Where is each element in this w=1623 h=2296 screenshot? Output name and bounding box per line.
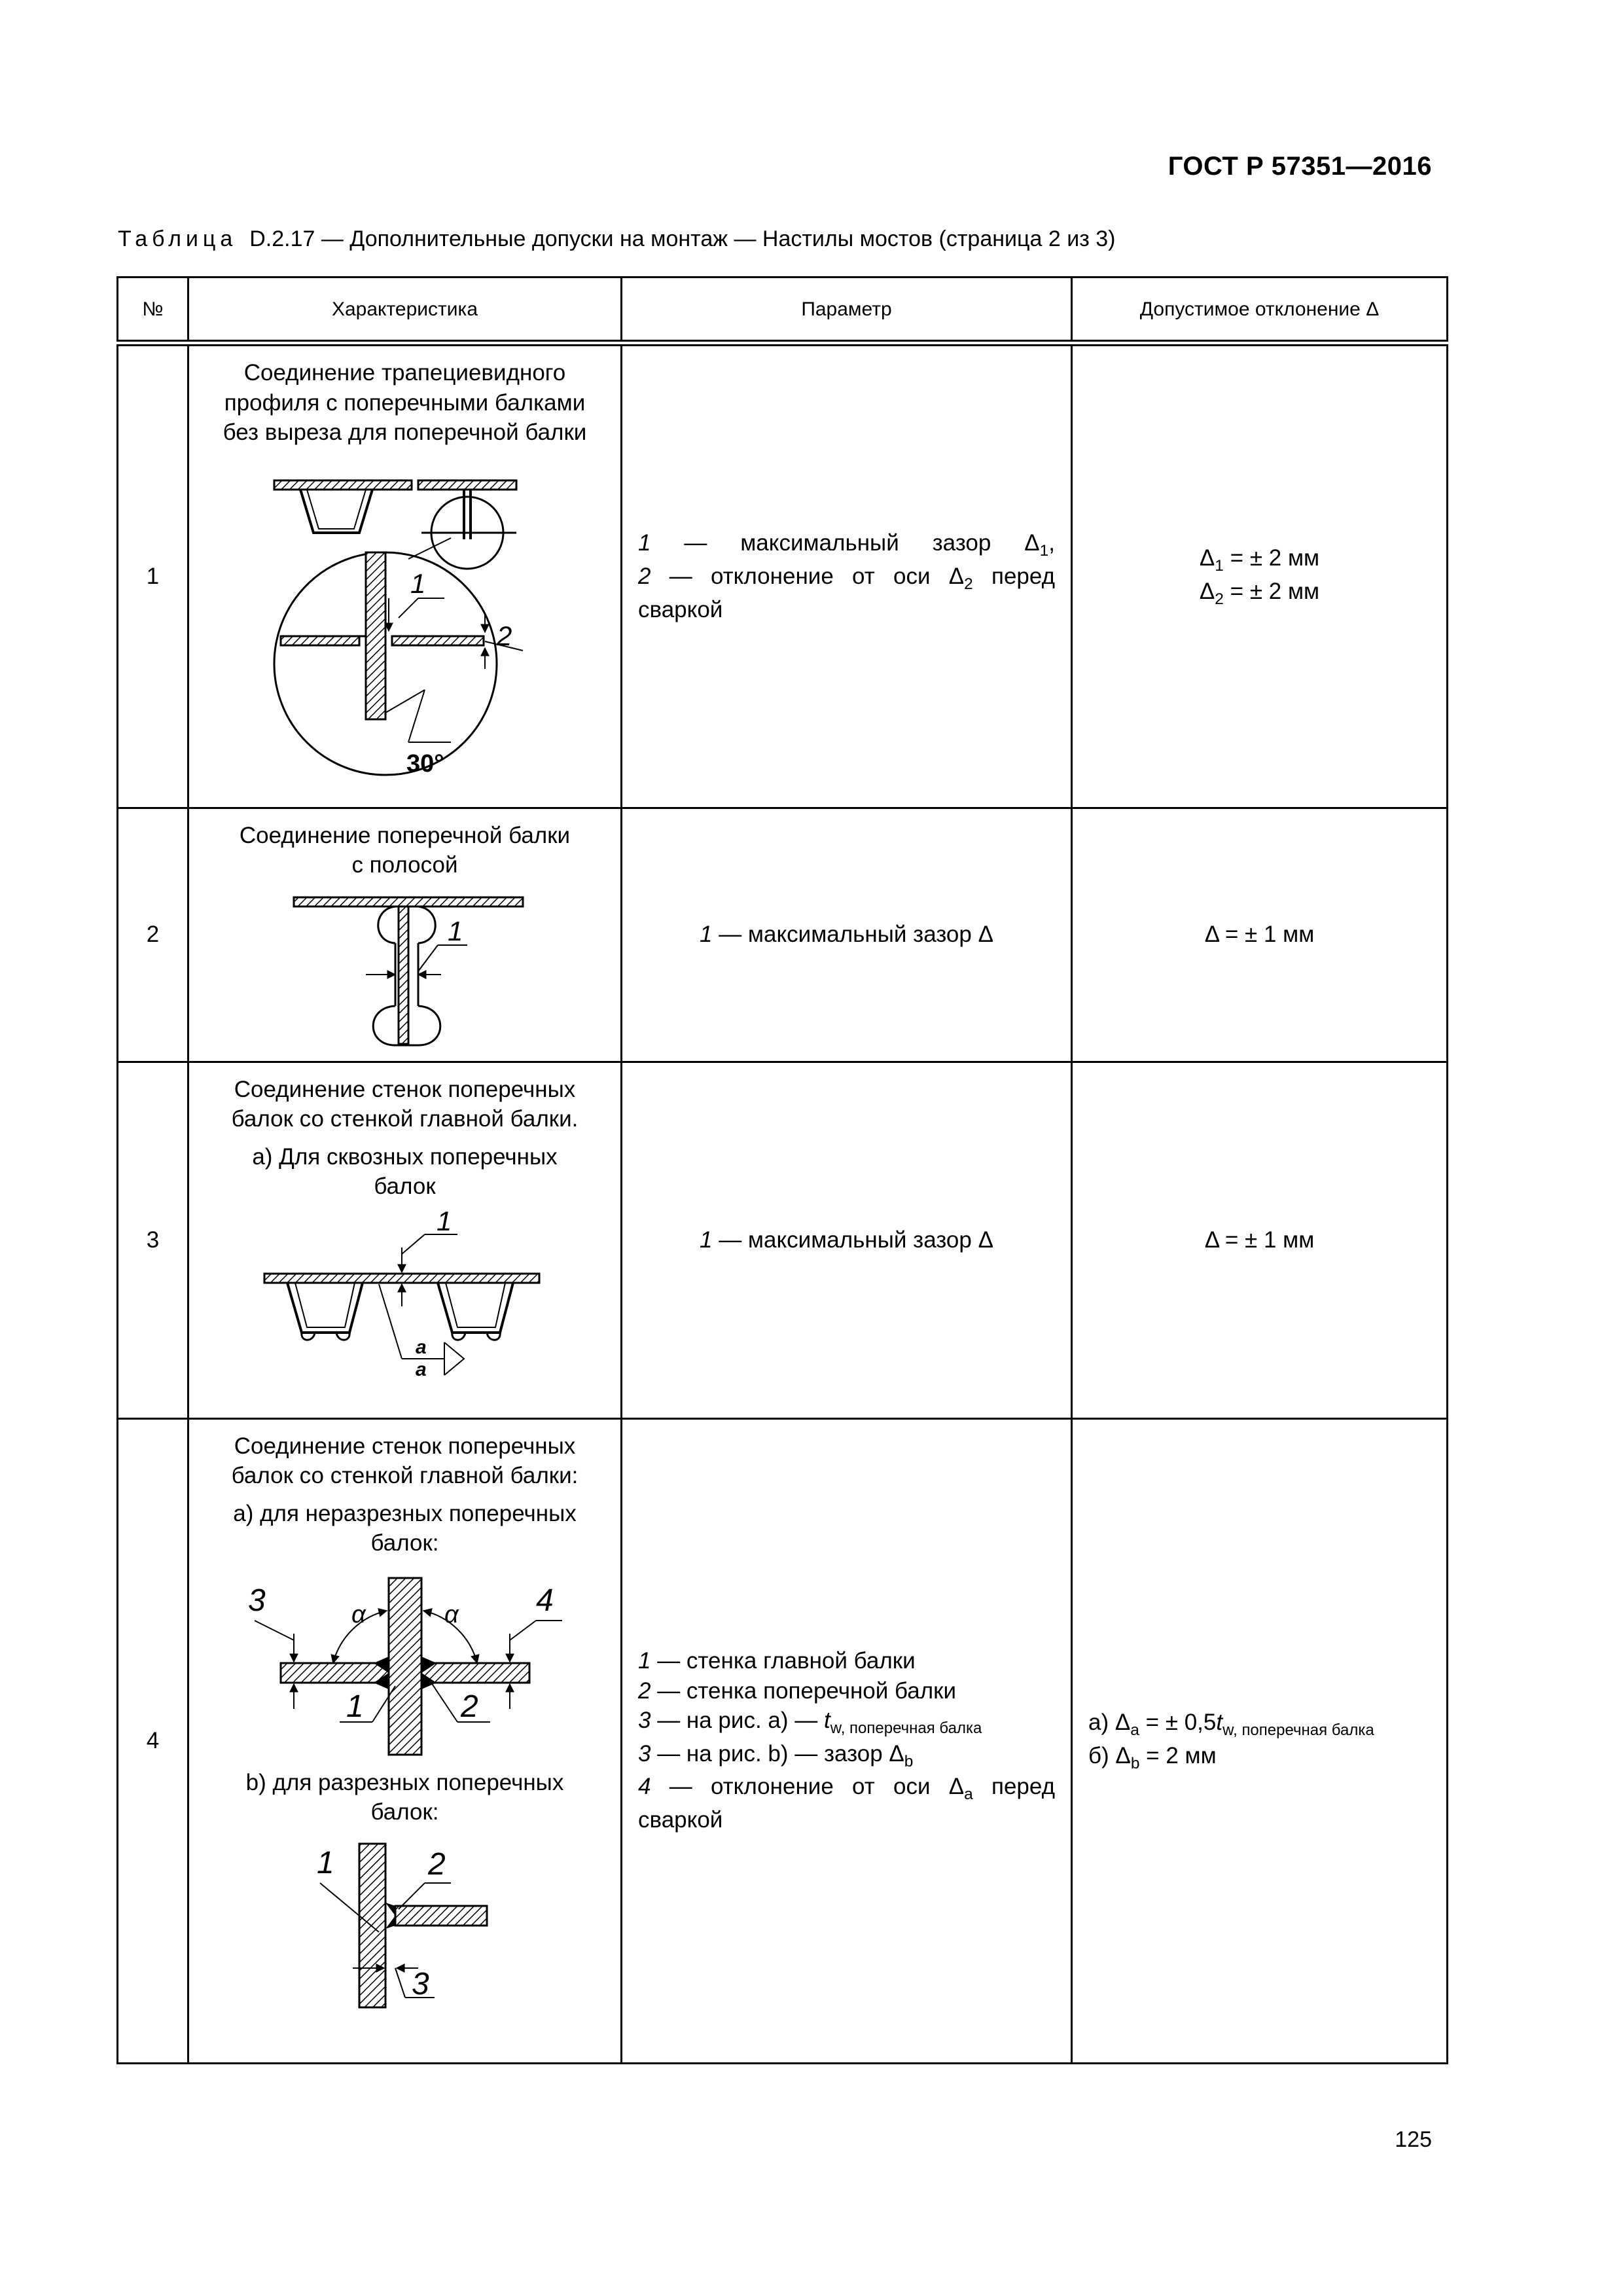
char-line: балок со стенкой главной балки. [231,1106,579,1132]
char-line: с полосой [351,852,458,878]
row-characteristic [188,343,622,808]
figure-label: 3 [411,1966,429,2001]
standard-code: ГОСТ Р 57351—2016 [1168,152,1432,181]
figure-label: 1 [447,915,463,946]
figure-label: 4 [535,1583,554,1618]
row-num: 2 [118,808,188,1062]
strip-joint-figure [281,889,529,1053]
char-line: балок [374,1174,436,1199]
row-characteristic [188,1418,622,2063]
figure-label: 2 [427,1846,446,1882]
figure-label: 1 [346,1689,364,1724]
row-deviation: а) $\Delta_a$ = ± $0,5t_{w, поперечная балка}$ б) $\Delta_b = 2$ мм [1072,1418,1448,2063]
row-parameter [622,1418,1072,2063]
header-deviation: Допустимое отклонение Δ [1072,278,1448,344]
header-num: № [118,278,188,344]
caption-label: Таблица [118,226,238,251]
figure-label: 3 [247,1583,266,1618]
row-deviation: $\Delta_1$ = ± 2 мм $\Delta_2$ = ± 2 мм [1072,343,1448,808]
row-parameter: 1 — максимальный зазор Δ [622,808,1072,1062]
param-line: 2 — отклонение от оси $\Delta_2$ перед [638,564,1056,593]
table-header-row [118,278,1448,344]
char-line: а) Для сквозных поперечных [252,1143,558,1170]
through-beams-figure [261,1208,549,1378]
page-number: 125 [1395,2127,1432,2152]
param-line: 1 — максимальный зазор $\Delta_1$, [638,530,1055,560]
param-line: 2 — стенка поперечной балки [638,1677,957,1704]
row-deviation: Δ = ± 1 мм [1072,808,1448,1062]
figure-label: 2 [460,1689,478,1724]
row-num: 1 [118,343,188,808]
char-line: балок со стенкой главной балки: [231,1463,579,1488]
char-line: без выреза для поперечной балки [223,420,587,445]
row-num: 3 [118,1062,188,1418]
tolerance-table [116,276,1448,2064]
table-caption [118,226,1115,252]
row-parameter [622,343,1072,808]
figure-label: 2 [496,620,512,651]
figure-label: α [351,1600,366,1628]
param-line: 3 — на рис. а) — $t_{w, поперечная балка}$ [638,1708,982,1738]
figure-label: 1 [410,567,425,599]
char-line: Соединение трапециевидного [243,360,566,386]
param-line: сваркой [638,1807,723,1833]
figure-label: a [415,1336,427,1358]
char-line: Соединение стенок поперечных [234,1433,576,1459]
row-deviation: Δ = ± 1 мм [1072,1062,1448,1418]
param-line: 3 — на рис. b) — зазор $\Delta_b$ [638,1740,914,1770]
char-line: а) для неразрезных поперечных [233,1500,577,1526]
split-beams-figure [287,1834,523,2011]
table-row [118,1418,1448,2063]
char-line: профиля с поперечными балками [224,389,586,416]
continuous-beams-figure [235,1565,575,1761]
param-line: 4 — отклонение от оси $\Delta_a$ перед [638,1774,1056,1804]
row-parameter: 1 — максимальный зазор Δ [622,1062,1072,1418]
figure-label: a [415,1358,427,1378]
figure-label: 1 [436,1208,452,1236]
row-characteristic [188,1062,622,1418]
char-line: Соединение поперечной балки [239,822,571,848]
table-row [118,343,1448,808]
figure-label: 1 [316,1845,334,1880]
row-num: 4 [118,1418,188,2063]
caption-text: D.2.17 — Дополнительные допуски на монтаж — Настилы мостов (страница 2 из 3) [249,226,1116,251]
table-row [118,1062,1448,1418]
header-parameter: Параметр [622,278,1072,344]
param-line: сваркой [638,596,723,622]
char-line: Соединение стенок поперечных [234,1076,576,1102]
figure-label: α [444,1600,459,1628]
trapezoid-joint-figure [268,461,543,788]
char-line: балок: [370,1799,439,1825]
char-line: балок: [370,1530,439,1556]
param-line: 1 — стенка главной балки [638,1648,916,1674]
row-characteristic [188,808,622,1062]
figure-label-angle: 30° [406,749,444,778]
header-characteristic: Характеристика [188,278,622,344]
char-line: b) для разрезных поперечных [245,1769,564,1795]
table-row [118,808,1448,1062]
